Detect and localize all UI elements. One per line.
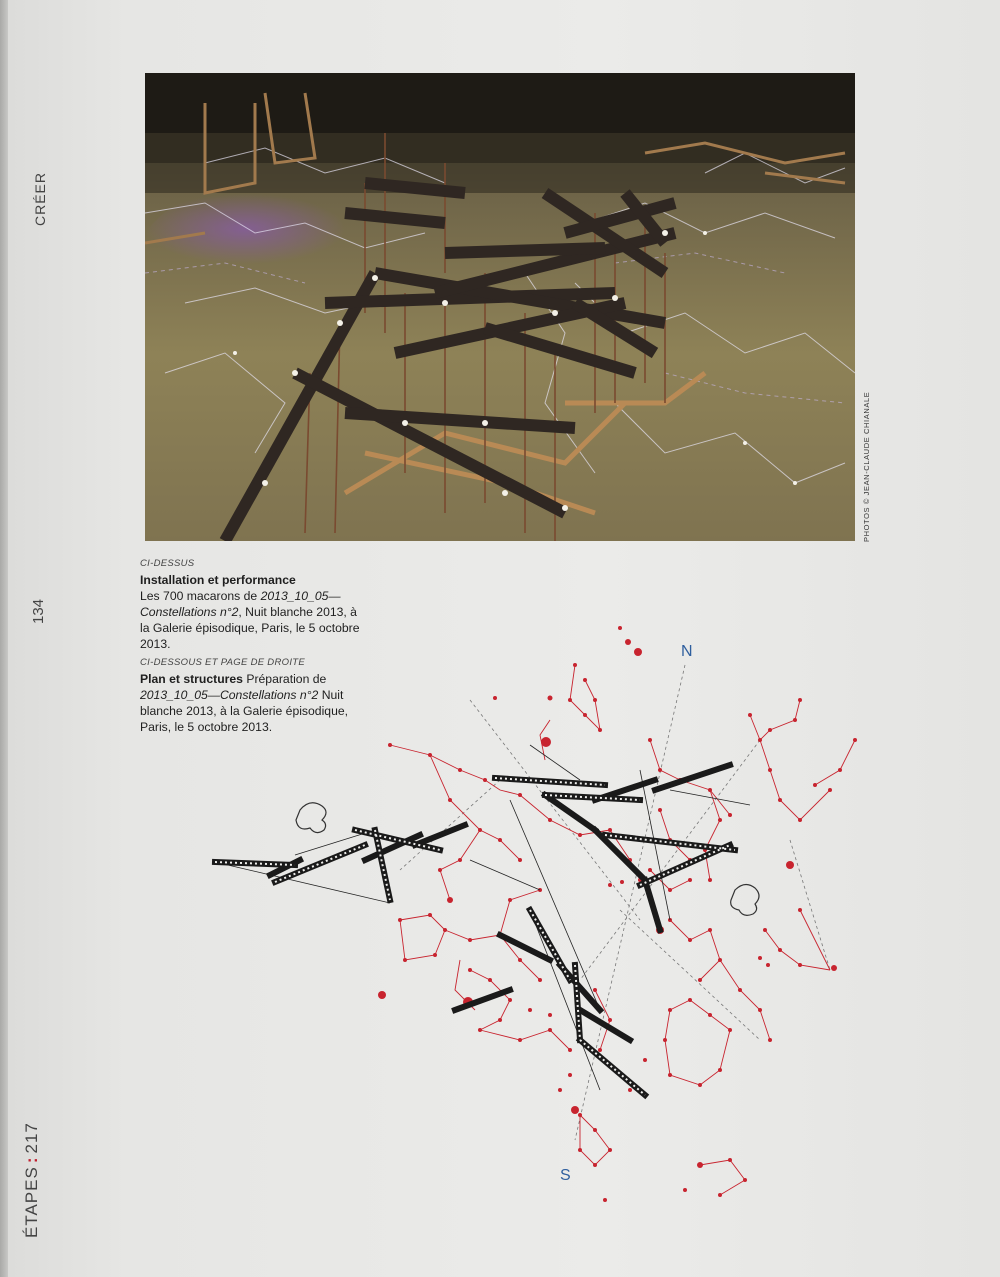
figure-icon-left bbox=[296, 803, 326, 833]
caption-top-work-title-b: Constellations n°2 bbox=[140, 605, 239, 619]
constellation-lines bbox=[390, 665, 855, 1195]
magazine-name: ÉTAPES bbox=[22, 1166, 41, 1238]
caption-bottom-work-title: 2013_10_05—Constellations n°2 bbox=[140, 688, 319, 702]
structure-thin-lines bbox=[215, 745, 750, 1090]
constellation-plan-diagram bbox=[200, 620, 900, 1210]
magazine-separator: : bbox=[22, 1156, 41, 1164]
installation-illustration bbox=[145, 73, 855, 541]
caption-top-work-title-a: 2013_10_05— bbox=[260, 589, 341, 603]
issue-number: 217 bbox=[22, 1122, 41, 1154]
caption-bottom-text-end: Nuit blanche 2013, à la Galerie épisodique, Paris, le 5 octobre 2013. bbox=[140, 688, 349, 734]
book-spine bbox=[0, 0, 8, 1277]
section-label: CRÉER bbox=[32, 171, 48, 226]
photo-credit: PHOTOS © JEAN-CLAUDE CHIANALE bbox=[862, 391, 871, 542]
star-dots bbox=[378, 626, 857, 1202]
caption-bottom-kicker: CI-DESSOUS ET PAGE DE DROITE bbox=[140, 657, 305, 668]
caption-top-kicker: CI-DESSUS bbox=[140, 558, 195, 569]
figure-icon-right bbox=[731, 884, 759, 915]
caption-top-text: Les 700 macarons de bbox=[140, 589, 261, 603]
north-label: N bbox=[681, 643, 693, 660]
caption-bottom-text: Préparation de bbox=[242, 672, 327, 686]
magazine-footer bbox=[22, 1122, 42, 1238]
caption-top-text-end: , Nuit blanche 2013, à la Galerie épisodique, Paris, le 5 octobre 2013. bbox=[140, 605, 360, 651]
installation-photo bbox=[145, 73, 855, 541]
structure-bars bbox=[215, 765, 735, 1095]
south-label: S bbox=[560, 1167, 571, 1184]
caption-top-title: Installation et performance bbox=[140, 573, 296, 587]
caption-bottom-title: Plan et structures bbox=[140, 672, 243, 686]
page-number: 134 bbox=[30, 598, 47, 624]
